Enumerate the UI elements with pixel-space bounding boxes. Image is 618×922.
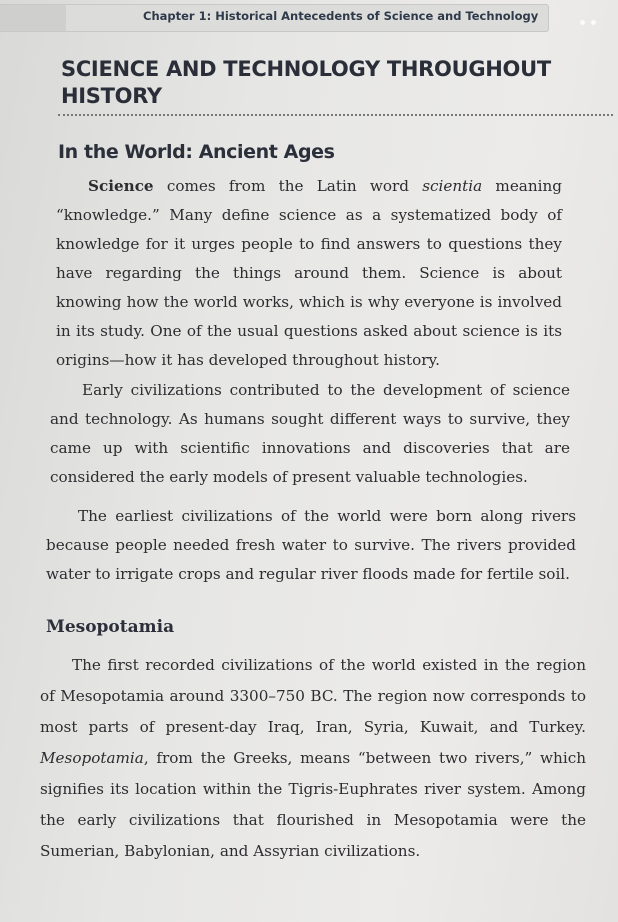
title-divider <box>58 114 613 116</box>
term-science: Science <box>88 177 154 195</box>
paragraph-rivers: The earliest civilizations of the world were born along rivers because people needed fresh water to survive. The rivers provided water to irrigate crops and regular river floods made for fertile soil. <box>46 507 576 583</box>
term-mesopotamia: Mesopotamia <box>40 749 144 767</box>
paragraph-mesopotamia: The first recorded civilizations of the world existed in the region of Mesopotamia around 3300–750 BC. The region now corresponds to most parts of present-day Iraq, Iran, Syria, Kuwait, and Turkey. Mesopotamia, from the Greeks, means “between two rivers,” which signifies its location within the Tigris-Euphrates river system. Among the early civilizations that flourished in Mesopotamia were the Sumerian, Babylonian, and Assyrian civilizations. <box>40 656 586 860</box>
header-dots-decoration <box>580 10 602 29</box>
subheading-mesopotamia: Mesopotamia <box>46 617 175 637</box>
paragraph-science-definition: Science comes from the Latin word scientia meaning “knowledge.” Many define science as a systematized body of knowledge for it urges people to find answers to questions they have regarding the things around them. Science is about knowing how the world works, which is why everyone is involved in its study. One of the usual questions asked about science is its origins—how it has developed throughout history. <box>56 177 563 369</box>
chapter-title: Chapter 1: Historical Antecedents of Science and Technology <box>143 9 539 23</box>
term-scientia: scientia <box>422 177 483 195</box>
paragraph-early-civilizations: Early civilizations contributed to the development of science and technology. As humans sought different ways to survive, they came up with scientific innovations and discoveries that are considered the early models of present valuable technologies. <box>50 381 570 486</box>
section-heading: In the World: Ancient Ages <box>58 141 335 163</box>
page-title: SCIENCE AND TECHNOLOGY THROUGHOUT HISTORY <box>61 57 551 108</box>
